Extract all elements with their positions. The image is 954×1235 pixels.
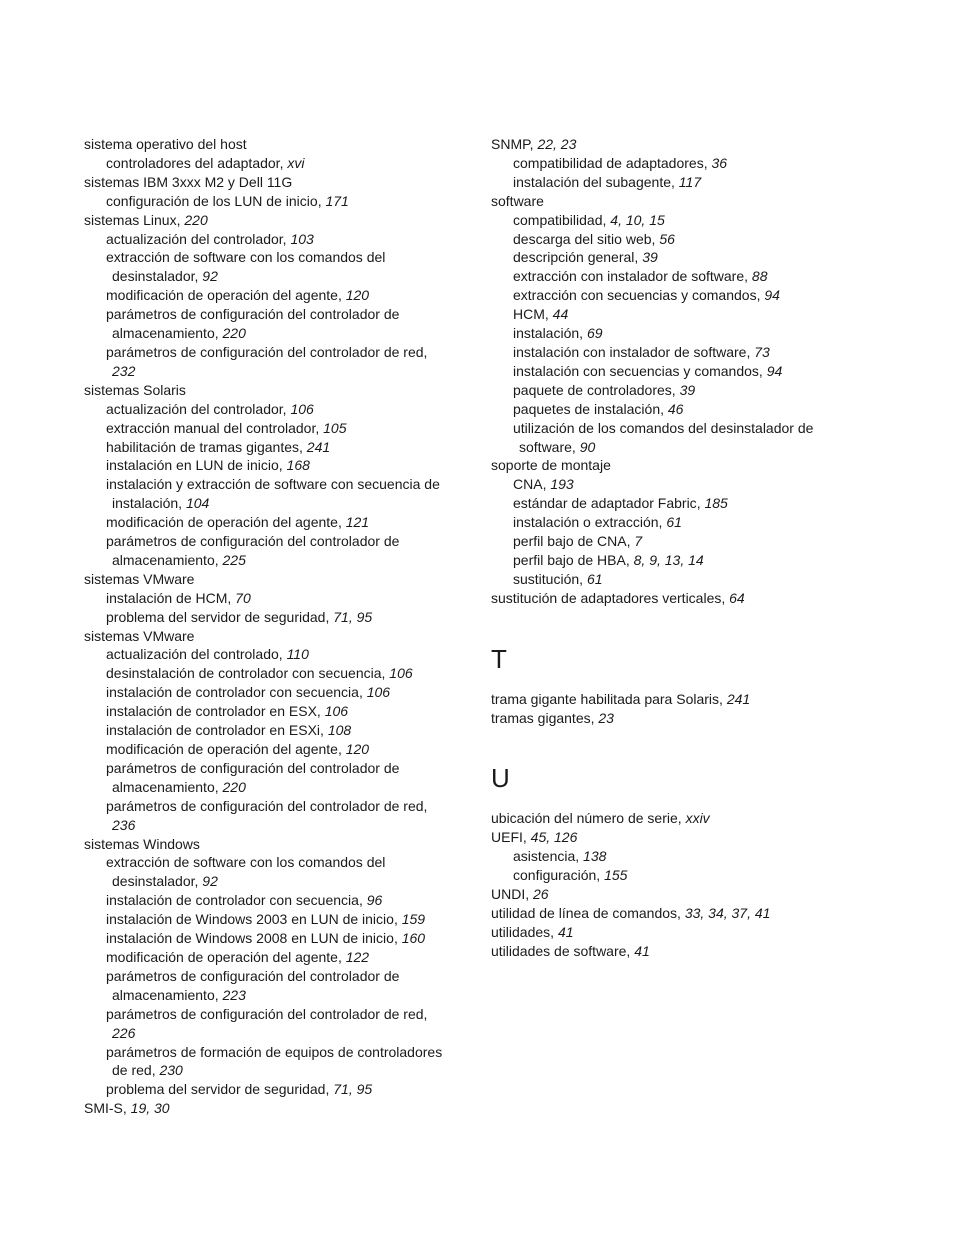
index-subentry: habilitación de tramas gigantes, 241 bbox=[106, 438, 331, 455]
index-subentry bbox=[491, 419, 871, 438]
index-subentry bbox=[84, 248, 474, 267]
index-subentry: instalación de controlador en ESXi, 108 bbox=[106, 722, 352, 739]
index-subentry: modificación de operación del agente, 121 bbox=[106, 514, 370, 531]
index-subentry: perfil bajo de CNA, 7 bbox=[513, 533, 643, 550]
entry-term: HCM bbox=[513, 306, 545, 323]
index-entry bbox=[84, 627, 474, 646]
entry-page-ref[interactable]: 105 bbox=[323, 419, 347, 436]
index-subentry: instalación de controlador con secuencia, 106 bbox=[106, 684, 391, 701]
index-entry: sistemas Linux, 220 bbox=[84, 211, 208, 228]
index-subentry bbox=[84, 475, 474, 494]
entry-page-ref[interactable]: 220 bbox=[184, 211, 208, 228]
entry-page-ref[interactable]: 106 bbox=[366, 684, 391, 701]
entry-term: almacenamiento bbox=[112, 778, 215, 795]
entry-term: sistemas Solaris bbox=[84, 381, 186, 398]
entry-page-ref[interactable]: 7 bbox=[634, 533, 643, 550]
entry-page-ref[interactable]: 45, 126 bbox=[530, 829, 578, 846]
entry-page-ref[interactable]: 44 bbox=[552, 306, 569, 323]
entry-term: compatibilidad bbox=[513, 211, 603, 228]
entry-term: extracción con secuencias y comandos bbox=[513, 287, 757, 304]
entry-term: instalación de HCM bbox=[106, 589, 228, 606]
index-subentry: instalación de Windows 2008 en LUN de inicio, 160 bbox=[106, 930, 426, 947]
entry-term: modificación de operación del agente bbox=[106, 287, 338, 304]
entry-term: sistemas IBM 3xxx M2 y Dell 11G bbox=[84, 173, 293, 190]
entry-page-ref[interactable]: 106 bbox=[290, 400, 314, 417]
entry-term: parámetros de configuración del controlador de bbox=[106, 533, 400, 550]
entry-term: software bbox=[491, 192, 544, 209]
entry-term: UNDI bbox=[491, 886, 526, 903]
index-entry: utilidades, 41 bbox=[491, 923, 574, 940]
entry-term: sustitución de adaptadores verticales bbox=[491, 589, 722, 606]
index-entry: SMI-S, 19, 30 bbox=[84, 1100, 170, 1117]
index-subentry bbox=[84, 853, 474, 872]
index-subentry bbox=[84, 532, 474, 551]
entry-page-ref[interactable]: 70 bbox=[235, 589, 251, 606]
entry-term: desinstalación de controlador con secuencia bbox=[106, 665, 382, 682]
entry-term: habilitación de tramas gigantes bbox=[106, 438, 300, 455]
entry-page-ref[interactable]: 23 bbox=[598, 709, 614, 726]
index-subentry: extracción con instalador de software, 88 bbox=[513, 268, 768, 285]
entry-page-ref[interactable]: 46 bbox=[667, 400, 684, 417]
entry-term: tramas gigantes bbox=[491, 709, 591, 726]
index-subentry bbox=[84, 343, 474, 362]
index-entry bbox=[84, 570, 474, 589]
entry-page-ref[interactable]: 26 bbox=[533, 886, 549, 903]
entry-page-ref[interactable]: 138 bbox=[583, 848, 607, 865]
index-entry bbox=[84, 173, 474, 192]
entry-page-ref[interactable]: 241 bbox=[726, 690, 751, 707]
entry-term: parámetros de configuración del controlador de bbox=[106, 759, 400, 776]
entry-page-ref[interactable]: 39 bbox=[642, 249, 658, 266]
entry-page-ref[interactable]: 61 bbox=[666, 514, 682, 531]
index-subentry: instalación, 69 bbox=[513, 325, 603, 342]
entry-page-ref[interactable]: 108 bbox=[327, 722, 352, 739]
entry-term: soporte de montaje bbox=[491, 457, 611, 474]
entry-term: instalación con secuencias y comandos bbox=[513, 362, 759, 379]
entry-page-ref[interactable]: 33, 34, 37, 41 bbox=[684, 905, 771, 921]
index-subentry bbox=[84, 759, 474, 778]
index-subentry: controladores del adaptador, xvi bbox=[106, 154, 305, 171]
index-subentry bbox=[84, 362, 474, 381]
entry-term: sistemas VMware bbox=[84, 627, 195, 644]
entry-term: trama gigante habilitada para Solaris bbox=[491, 690, 720, 707]
index-subentry: modificación de operación del agente, 120 bbox=[106, 741, 370, 757]
entry-term: utilización de los comandos del desinstalador de bbox=[513, 419, 814, 436]
index-subentry: extracción manual del controlador, 105 bbox=[106, 419, 347, 436]
index-entry: UNDI, 26 bbox=[491, 886, 549, 903]
index-subentry: instalación de controlador con secuencia, 96 bbox=[106, 892, 383, 909]
entry-term: extracción manual del controlador bbox=[106, 419, 316, 436]
entry-term: desinstalador bbox=[112, 873, 195, 890]
index-subentry: configuración, 155 bbox=[513, 867, 628, 884]
entry-page-ref[interactable]: 120 bbox=[345, 287, 370, 304]
entry-page-ref[interactable]: 90 bbox=[579, 438, 596, 455]
entry-term: desinstalador bbox=[112, 268, 195, 285]
index-subentry: HCM, 44 bbox=[513, 306, 569, 323]
entry-term: problema del servidor de seguridad bbox=[106, 608, 326, 625]
entry-term: instalación de Windows 2003 en LUN de inicio bbox=[106, 911, 394, 928]
entry-term: parámetros de configuración del controlador de red, bbox=[106, 1005, 428, 1022]
index-subentry bbox=[84, 967, 474, 986]
index-subentry: asistencia, 138 bbox=[513, 848, 607, 865]
index-subentry: actualización del controlado, 110 bbox=[106, 646, 309, 663]
entry-page-ref[interactable]: 171 bbox=[325, 192, 349, 209]
entry-page-ref[interactable]: 39 bbox=[679, 381, 696, 398]
entry-page-ref[interactable]: 220 bbox=[222, 325, 246, 342]
entry-page-ref[interactable]: 168 bbox=[286, 457, 310, 474]
entry-page-ref[interactable]: 22, 23 bbox=[537, 136, 577, 152]
index-subentry: paquete de controladores, 39 bbox=[513, 381, 696, 398]
entry-term: extracción con instalador de software bbox=[513, 268, 745, 285]
index-subentry: estándar de adaptador Fabric, 185 bbox=[513, 495, 728, 512]
index-subentry bbox=[84, 1005, 474, 1024]
index-entry: sustitución de adaptadores verticales, 64 bbox=[491, 589, 745, 606]
entry-page-ref[interactable]: 64 bbox=[729, 589, 745, 606]
entry-page-ref[interactable]: 94 bbox=[766, 362, 783, 379]
entry-term: UEFI bbox=[491, 829, 523, 846]
entry-page-ref[interactable]: 193 bbox=[550, 476, 574, 493]
entry-term: sistemas Linux bbox=[84, 211, 177, 228]
entry-term: descarga del sitio web bbox=[513, 230, 652, 247]
entry-term: utilidades bbox=[491, 923, 551, 940]
entry-term: almacenamiento bbox=[112, 551, 215, 568]
index-subentry: almacenamiento, 223 bbox=[112, 986, 246, 1003]
index-subentry: extracción con secuencias y comandos, 94 bbox=[513, 287, 780, 304]
index-subentry: instalación de HCM, 70 bbox=[106, 589, 251, 606]
index-column-right bbox=[491, 135, 871, 961]
entry-term: CNA bbox=[513, 476, 543, 493]
index-subentry: almacenamiento, 220 bbox=[112, 325, 246, 342]
section-letter-t: T bbox=[491, 643, 507, 674]
entry-term: sistema operativo del host bbox=[84, 136, 247, 152]
entry-term: compatibilidad de adaptadores bbox=[513, 154, 704, 171]
index-subentry: problema del servidor de seguridad, 71, 95 bbox=[106, 608, 373, 625]
entry-page-ref[interactable]: 110 bbox=[286, 646, 309, 663]
entry-term: extracción de software con los comandos del bbox=[106, 854, 386, 871]
index-subentry: perfil bajo de HBA, 8, 9, 13, 14 bbox=[513, 551, 704, 568]
index-subentry bbox=[84, 305, 474, 324]
index-subentry: modificación de operación del agente, 120 bbox=[106, 287, 370, 304]
entry-term: almacenamiento bbox=[112, 986, 215, 1003]
index-entry: utilidad de línea de comandos, 33, 34, 37, 41 bbox=[491, 905, 771, 921]
entry-term: parámetros de configuración del controlador de red, bbox=[106, 343, 428, 360]
entry-page-ref[interactable]: 155 bbox=[604, 867, 628, 884]
entry-page-ref[interactable]: 73 bbox=[754, 343, 770, 360]
entry-page-ref[interactable]: 92 bbox=[202, 268, 218, 285]
index-subentry: instalación o extracción, 61 bbox=[513, 514, 682, 531]
entry-term: instalación bbox=[513, 325, 580, 342]
entry-page-ref[interactable]: 71, 95 bbox=[333, 608, 373, 625]
entry-page-ref[interactable]: 117 bbox=[678, 173, 702, 190]
index-subentry: modificación de operación del agente, 122 bbox=[106, 948, 370, 965]
index-subentry: configuración de los LUN de inicio, 171 bbox=[106, 192, 349, 209]
index-subentry: descripción general, 39 bbox=[513, 249, 658, 266]
index-subentry: desinstalación de controlador con secuencia, 106 bbox=[106, 665, 413, 682]
entry-term: de red bbox=[112, 1062, 152, 1079]
entry-term: instalación o extracción bbox=[513, 514, 659, 531]
entry-page-ref[interactable]: 71, 95 bbox=[333, 1081, 373, 1098]
entry-page-ref[interactable]: 122 bbox=[345, 948, 370, 965]
index-section-s bbox=[491, 135, 871, 608]
index-subentry: instalación con secuencias y comandos, 94 bbox=[513, 362, 783, 379]
index-entry bbox=[84, 835, 474, 854]
entry-page-ref[interactable]: 106 bbox=[324, 703, 349, 720]
entry-term: SMI-S bbox=[84, 1100, 123, 1117]
entry-page-ref[interactable]: 104 bbox=[185, 495, 210, 512]
index-column-left bbox=[84, 135, 474, 1118]
index-subentry: instalación, 104 bbox=[112, 495, 210, 512]
entry-term: asistencia bbox=[513, 848, 576, 865]
entry-page-ref[interactable]: 223 bbox=[222, 986, 246, 1003]
index-subentry: actualización del controlador, 106 bbox=[106, 400, 314, 417]
index-subentry: CNA, 193 bbox=[513, 476, 574, 493]
entry-page-ref[interactable]: 121 bbox=[345, 514, 370, 531]
entry-term: instalación de controlador en ESXi bbox=[106, 722, 321, 739]
entry-term: parámetros de formación de equipos de controladores bbox=[106, 1043, 443, 1060]
index-subentry: de red, 230 bbox=[112, 1062, 183, 1079]
entry-term: perfil bajo de HBA bbox=[513, 551, 626, 568]
entry-page-ref[interactable]: 36 bbox=[711, 154, 728, 171]
index-subentry: sustitución, 61 bbox=[513, 570, 603, 587]
entry-term: paquete de controladores bbox=[513, 381, 672, 398]
entry-page-ref[interactable]: 41 bbox=[557, 923, 574, 940]
entry-term: instalación de Windows 2008 en LUN de inicio bbox=[106, 930, 394, 947]
entry-term: actualización del controlador bbox=[106, 230, 283, 247]
entry-page-ref[interactable]: 88 bbox=[751, 268, 768, 285]
entry-term: actualización del controlado bbox=[106, 646, 279, 663]
index-subentry: almacenamiento, 220 bbox=[112, 778, 246, 795]
entry-term: sustitución bbox=[513, 570, 580, 587]
entry-page-ref[interactable]: xvi bbox=[287, 154, 305, 171]
entry-page-ref[interactable]: 120 bbox=[345, 741, 370, 757]
entry-page-ref[interactable]: 159 bbox=[401, 911, 426, 928]
index-subentry: problema del servidor de seguridad, 71, 95 bbox=[106, 1081, 373, 1098]
entry-term: parámetros de configuración del controlador de bbox=[106, 967, 400, 984]
entry-page-ref[interactable]: 61 bbox=[586, 570, 603, 587]
index-subentry: almacenamiento, 225 bbox=[112, 551, 246, 568]
index-section-t bbox=[491, 690, 871, 728]
entry-term: parámetros de configuración del controlador de red, bbox=[106, 797, 428, 814]
index-subentry bbox=[84, 797, 474, 816]
entry-page-ref[interactable]: 225 bbox=[222, 551, 246, 568]
entry-page-ref[interactable]: 226 bbox=[112, 1024, 136, 1041]
entry-term: sistemas Windows bbox=[84, 835, 200, 852]
entry-page-ref[interactable]: 103 bbox=[290, 230, 314, 247]
entry-term: parámetros de configuración del controlador de bbox=[106, 306, 400, 323]
index-subentry: actualización del controlador, 103 bbox=[106, 230, 314, 247]
entry-term: utilidad de línea de comandos bbox=[491, 905, 678, 921]
entry-term: instalación de controlador en ESX bbox=[106, 703, 317, 720]
index-subentry: paquetes de instalación, 46 bbox=[513, 400, 684, 417]
entry-page-ref[interactable]: 94 bbox=[764, 287, 780, 304]
entry-page-ref[interactable]: 232 bbox=[112, 362, 136, 379]
index-subentry: desinstalador, 92 bbox=[112, 873, 218, 890]
entry-term: almacenamiento bbox=[112, 325, 215, 342]
index-subentry: instalación con instalador de software, 73 bbox=[513, 343, 770, 360]
index-subentry: compatibilidad, 4, 10, 15 bbox=[513, 211, 665, 228]
index-subentry bbox=[84, 816, 474, 835]
index-entry bbox=[84, 381, 474, 400]
index-subentry: desinstalador, 92 bbox=[112, 268, 218, 285]
index-entry: ubicación del número de serie, xxiv bbox=[491, 810, 710, 827]
entry-page-ref[interactable]: 241 bbox=[306, 438, 331, 455]
index-subentry: software, 90 bbox=[519, 438, 596, 455]
entry-term: actualización del controlador bbox=[106, 400, 283, 417]
entry-term: controladores del adaptador bbox=[106, 154, 280, 171]
index-entry bbox=[84, 135, 474, 154]
index-section-u bbox=[491, 809, 871, 960]
index-entry: utilidades de software, 41 bbox=[491, 942, 650, 959]
entry-page-ref[interactable]: 69 bbox=[586, 325, 603, 342]
entry-term: descripción general bbox=[513, 249, 635, 266]
entry-page-ref[interactable]: 41 bbox=[634, 942, 650, 959]
index-entry: UEFI, 45, 126 bbox=[491, 829, 578, 846]
index-subentry bbox=[84, 1024, 474, 1043]
entry-term: estándar de adaptador Fabric bbox=[513, 495, 697, 512]
entry-page-ref[interactable]: 106 bbox=[389, 665, 413, 682]
entry-page-ref[interactable]: 230 bbox=[159, 1062, 183, 1079]
entry-term: modificación de operación del agente bbox=[106, 948, 338, 965]
entry-page-ref[interactable]: 236 bbox=[112, 816, 136, 833]
entry-term: instalación en LUN de inicio bbox=[106, 457, 279, 474]
index-entry bbox=[491, 192, 871, 211]
entry-page-ref[interactable]: 56 bbox=[659, 230, 675, 247]
entry-term: software bbox=[519, 438, 572, 455]
entry-page-ref[interactable]: 160 bbox=[401, 930, 426, 947]
index-entry: SNMP, 22, 23 bbox=[491, 136, 577, 152]
entry-term: sistemas VMware bbox=[84, 570, 195, 587]
entry-page-ref[interactable]: xxiv bbox=[685, 810, 710, 827]
entry-term: paquetes de instalación bbox=[513, 400, 661, 417]
entry-page-ref[interactable]: 220 bbox=[222, 778, 246, 795]
entry-term: instalación bbox=[112, 495, 179, 512]
index-entry bbox=[491, 456, 871, 475]
entry-page-ref[interactable]: 92 bbox=[202, 873, 218, 890]
index-entry: tramas gigantes, 23 bbox=[491, 709, 614, 726]
index-subentry: instalación del subagente, 117 bbox=[513, 173, 702, 190]
entry-page-ref[interactable]: 185 bbox=[704, 495, 728, 512]
index-subentry: instalación en LUN de inicio, 168 bbox=[106, 457, 310, 474]
entry-term: extracción de software con los comandos del bbox=[106, 249, 386, 266]
entry-term: utilidades de software bbox=[491, 942, 627, 959]
entry-term: perfil bajo de CNA bbox=[513, 533, 627, 550]
index-subentry: instalación de controlador en ESX, 106 bbox=[106, 703, 349, 720]
entry-term: modificación de operación del agente bbox=[106, 514, 338, 531]
entry-term: instalación de controlador con secuencia bbox=[106, 684, 359, 701]
index-subentry bbox=[84, 1043, 474, 1062]
index-subentry: compatibilidad de adaptadores, 36 bbox=[513, 154, 728, 171]
entry-page-ref[interactable]: 4, 10, 15 bbox=[610, 211, 665, 228]
entry-page-ref[interactable]: 96 bbox=[366, 892, 383, 909]
index-entry: trama gigante habilitada para Solaris, 241 bbox=[491, 690, 751, 707]
entry-term: instalación de controlador con secuencia bbox=[106, 892, 359, 909]
entry-term: instalación con instalador de software bbox=[513, 343, 747, 360]
section-letter-u: U bbox=[491, 763, 510, 794]
entry-page-ref[interactable]: 8, 9, 13, 14 bbox=[633, 551, 704, 568]
entry-term: instalación del subagente bbox=[513, 173, 672, 190]
entry-term: ubicación del número de serie bbox=[491, 810, 678, 827]
entry-term: configuración bbox=[513, 867, 597, 884]
index-subentry: descarga del sitio web, 56 bbox=[513, 230, 675, 247]
entry-term: modificación de operación del agente bbox=[106, 741, 338, 757]
entry-page-ref[interactable]: 19, 30 bbox=[130, 1100, 170, 1117]
index-subentry: instalación de Windows 2003 en LUN de inicio, 159 bbox=[106, 911, 426, 928]
entry-term: SNMP bbox=[491, 136, 530, 152]
entry-term: instalación y extracción de software con secuencia de bbox=[106, 476, 440, 493]
entry-term: problema del servidor de seguridad bbox=[106, 1081, 326, 1098]
entry-term: configuración de los LUN de inicio bbox=[106, 192, 318, 209]
